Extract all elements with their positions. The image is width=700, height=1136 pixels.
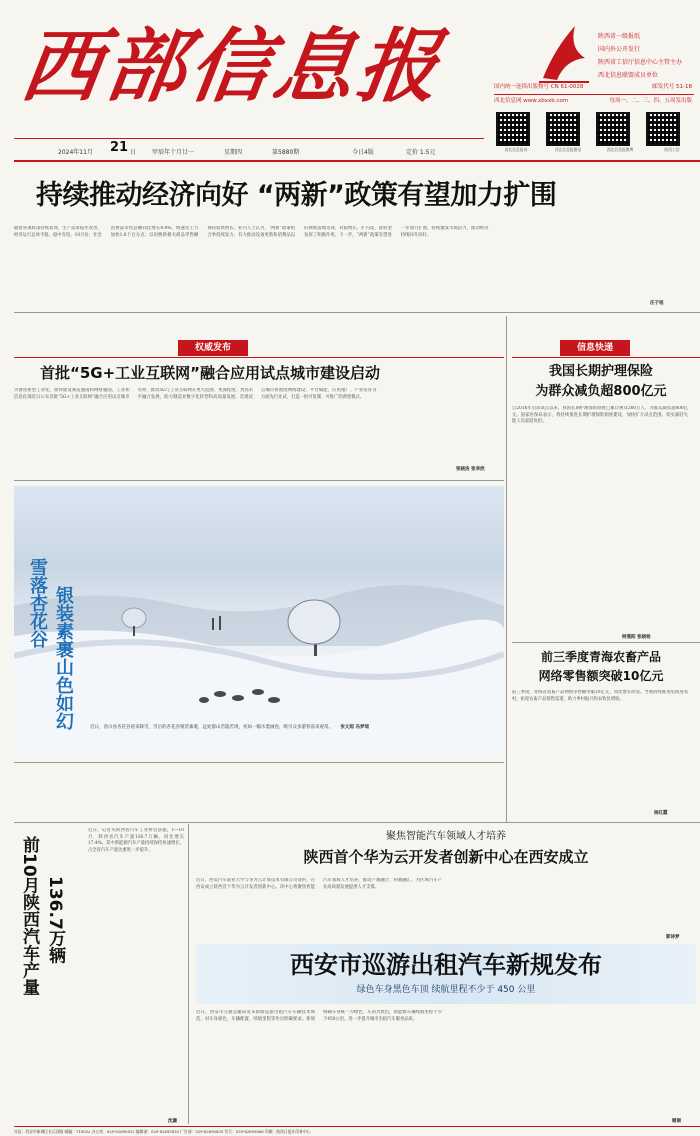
huawei-kicker: 聚焦智能汽车领域人才培养 [386, 831, 506, 842]
photo-caption [90, 724, 490, 731]
express-top-rule [512, 357, 700, 358]
dateline-day: 21 [110, 140, 129, 155]
post-code: 邮发代号 51-18 [652, 84, 692, 90]
qinghai-body: 前三季度，青海省农畜产品网络零售额突破10亿元，同比增长明显。当地持续推进电商进农村，拓宽农畜产品销售渠道，助力乡村振兴和农牧民增收。 [512, 690, 688, 702]
lead-author: 汪子旭 [650, 301, 664, 306]
insurance-headline-line2: 为群众减负超800亿元 [535, 384, 667, 399]
industry-top-rule [14, 357, 504, 358]
auto-author: 沈谦 [168, 1119, 177, 1124]
auto-column-divider [188, 824, 189, 1124]
photo-bottom-rule [14, 762, 504, 763]
section-tag-authoritative: 权威发布 [178, 340, 248, 356]
masthead-right-line: 陕西省一级报纸 [598, 33, 641, 40]
dateline-pages: 今日4版 [352, 149, 374, 156]
qinghai-headline [512, 648, 690, 686]
masthead-right-line: 陕西省工信厅信息中心主管主办 [598, 59, 683, 66]
taxi-banner [196, 944, 696, 1004]
dateline-date: 2024年11月 [58, 149, 93, 156]
footer-rule [14, 1126, 700, 1127]
taxi-subhead: 绿色车身黑色车顶 续航里程不少于 450 公里 [356, 985, 536, 995]
dateline-issue: 第5880期 [272, 149, 300, 156]
dateline-day-suffix: 日 [130, 149, 137, 156]
dateline-lunar: 甲辰年十月廿一 [152, 149, 195, 156]
industry-author: 张晓洁 张幸欣 [456, 467, 485, 472]
masthead-logo [15, 18, 472, 114]
masthead-divider [494, 94, 694, 95]
qr-caption: 陕西工信 [664, 147, 680, 152]
qr-caption: 西北信息报微信 [554, 147, 582, 152]
issn-number: 国内统一连续出版物号 CN 61-0028 [494, 84, 584, 90]
publication-schedule: 每周一、二、三、四、五周发出版 [609, 98, 692, 104]
industry-body: 为推进新型工业化、加快建设制造强国和网络强国，工业和信息化部近日公布首批“5G+工业互联网”融合应用试点城市名单，推动5G与工业互联网在更大范围、更深程度、更高水平融合发展，助力制造业数字化转型和高质量发展。首批试点城市将围绕网络建设、平台赋能、应用推广、产业培育等方面先行先试，打造一批可复制、可推广的典型模式。 [14, 388, 377, 400]
qr-captions [490, 147, 700, 153]
photo-author: 张文超 冯梦瑶 [340, 725, 370, 730]
auto-title-a: 前10月陕西汽车产量 [19, 836, 39, 996]
insurance-author: 柯燕阳 张晓杨 [622, 635, 651, 640]
section-tag-express: 信息快递 [560, 340, 630, 356]
photo-title-b: 银装素裹山色如幻 [53, 586, 74, 730]
lead-body: 随着各项政策持续显效，生产需求稳步改善，经济运行总体平稳、稳中有进。10月份，社会消费品零售总额同比增长4.8%，增速比上月加快1.6个百分点；以旧换新相关商品零售额保持较快增长。业内人士认为，“两新”政策组合拳持续发力，有力推动设备更新和消费品以旧换新落地见效，对稳增长、扩内需、促转型发挥了积极作用。下一步，“两新”政策有望进一步加力扩围，持续激发市场活力，推动经济持续回升向好。 [14, 226, 489, 238]
taxi-headline: 西安市巡游出租汽车新规发布 [290, 950, 602, 979]
masthead-bottom-rule [14, 160, 700, 162]
masthead-right-info [598, 30, 700, 82]
qinghai-author: 杨红霞 [654, 811, 668, 816]
insurance-body: 自2016年启动试点以来，我国长期护理保险制度已累计惠及260万人，为群众减负超800亿元。国家医保局表示，将持续推进长期护理保险制度建设，加快扩大试点范围，切实减轻失能人员家庭负担。 [512, 406, 688, 424]
lead-bottom-rule [14, 312, 700, 313]
dateline-weekday: 星期四 [224, 149, 243, 156]
dateline-top-rule [14, 138, 484, 139]
auto-title-b: 136.7万辆 [45, 876, 65, 964]
masthead-emblem [535, 18, 593, 84]
qinghai-headline-line2: 网络零售额突破10亿元 [538, 669, 664, 683]
insurance-headline [512, 362, 690, 402]
huawei-author: 郭诗梦 [666, 935, 680, 940]
photo-title-a: 雪落杏花谷 [27, 558, 48, 648]
industry-bottom-rule [14, 480, 504, 481]
huawei-body: 近日，西安汽车职业大学与华为云计算技术有限公司签约，在西安成立陕西首个华为云开发者创新中心。该中心将聚焦智能汽车领域人才培养，推动产教融合、科教融汇，为区域汽车产业高质量发展提供人才支撑。 [196, 878, 442, 890]
lead-headline: 持续推动经济向好 “两新”政策有望加力扩围 [36, 180, 557, 211]
qr-caption: 西北信息报网 [504, 147, 528, 152]
qr-code[interactable] [546, 112, 580, 146]
insurance-bottom-rule [512, 642, 700, 643]
auto-body: 近日，记者从陕西省汽车工业协会获悉，1—10月，陕西省汽车产量136.7万辆，同比增长17.4%。其中新能源汽车产量持续保持快速增长，占全省汽车产量比重进一步提升。 [88, 828, 184, 853]
taxi-author: 姬丽 [672, 1119, 681, 1124]
qinghai-headline-line1: 前三季度青海农畜产品 [540, 650, 661, 664]
huawei-headline: 陕西首个华为云开发者创新中心在西安成立 [303, 848, 589, 866]
footer-imprint: 社址：西安市新城区长乐西路 邮编：710032 办公室：029-82695812 编辑部：029-82695835 广告部：029-82695820 发行：029-82695866 印刷：陕西日报社印务中心 [14, 1129, 311, 1134]
qr-code[interactable] [646, 112, 680, 146]
insurance-headline-line1: 我国长期护理保险 [548, 364, 653, 379]
industry-headline: 首批“5G+工业互联网”融合应用试点城市建设启动 [40, 364, 381, 382]
qr-caption: 西北信息报微博 [606, 147, 634, 152]
snow-photo [14, 486, 504, 756]
photo-caption-text: 近日，洛川县杏花谷迎来降雪，雪后的杏花谷银装素裹，远处群山若隐若现，宛如一幅水墨画卷，吸引众多游客前来观赏。 [90, 725, 333, 730]
website-link[interactable]: 西北信息网 www.xbxxb.com [494, 98, 569, 104]
taxi-body: 近日，西安市交通运输局发布新版巡游出租汽车车辆技术规范，对车身颜色、车辆配置、续航里程等作出明确要求。新规明确车身统一为绿色、车顶为黑色，新能源车辆续航里程不少于450公里，进一步提升城市出租汽车服务品质。 [196, 1010, 442, 1022]
masthead-right-line: 国内外公开发行 [598, 46, 641, 53]
dateline-price: 定价 1.5元 [406, 149, 436, 156]
lower-section-rule [14, 822, 700, 823]
qr-code[interactable] [596, 112, 630, 146]
qr-code[interactable] [496, 112, 530, 146]
right-column-divider [506, 316, 507, 822]
masthead-logo-text: 西部信息报 [15, 19, 449, 113]
dateline [14, 140, 484, 160]
masthead-right-line: 西北信息联盟成员单位 [598, 72, 659, 79]
